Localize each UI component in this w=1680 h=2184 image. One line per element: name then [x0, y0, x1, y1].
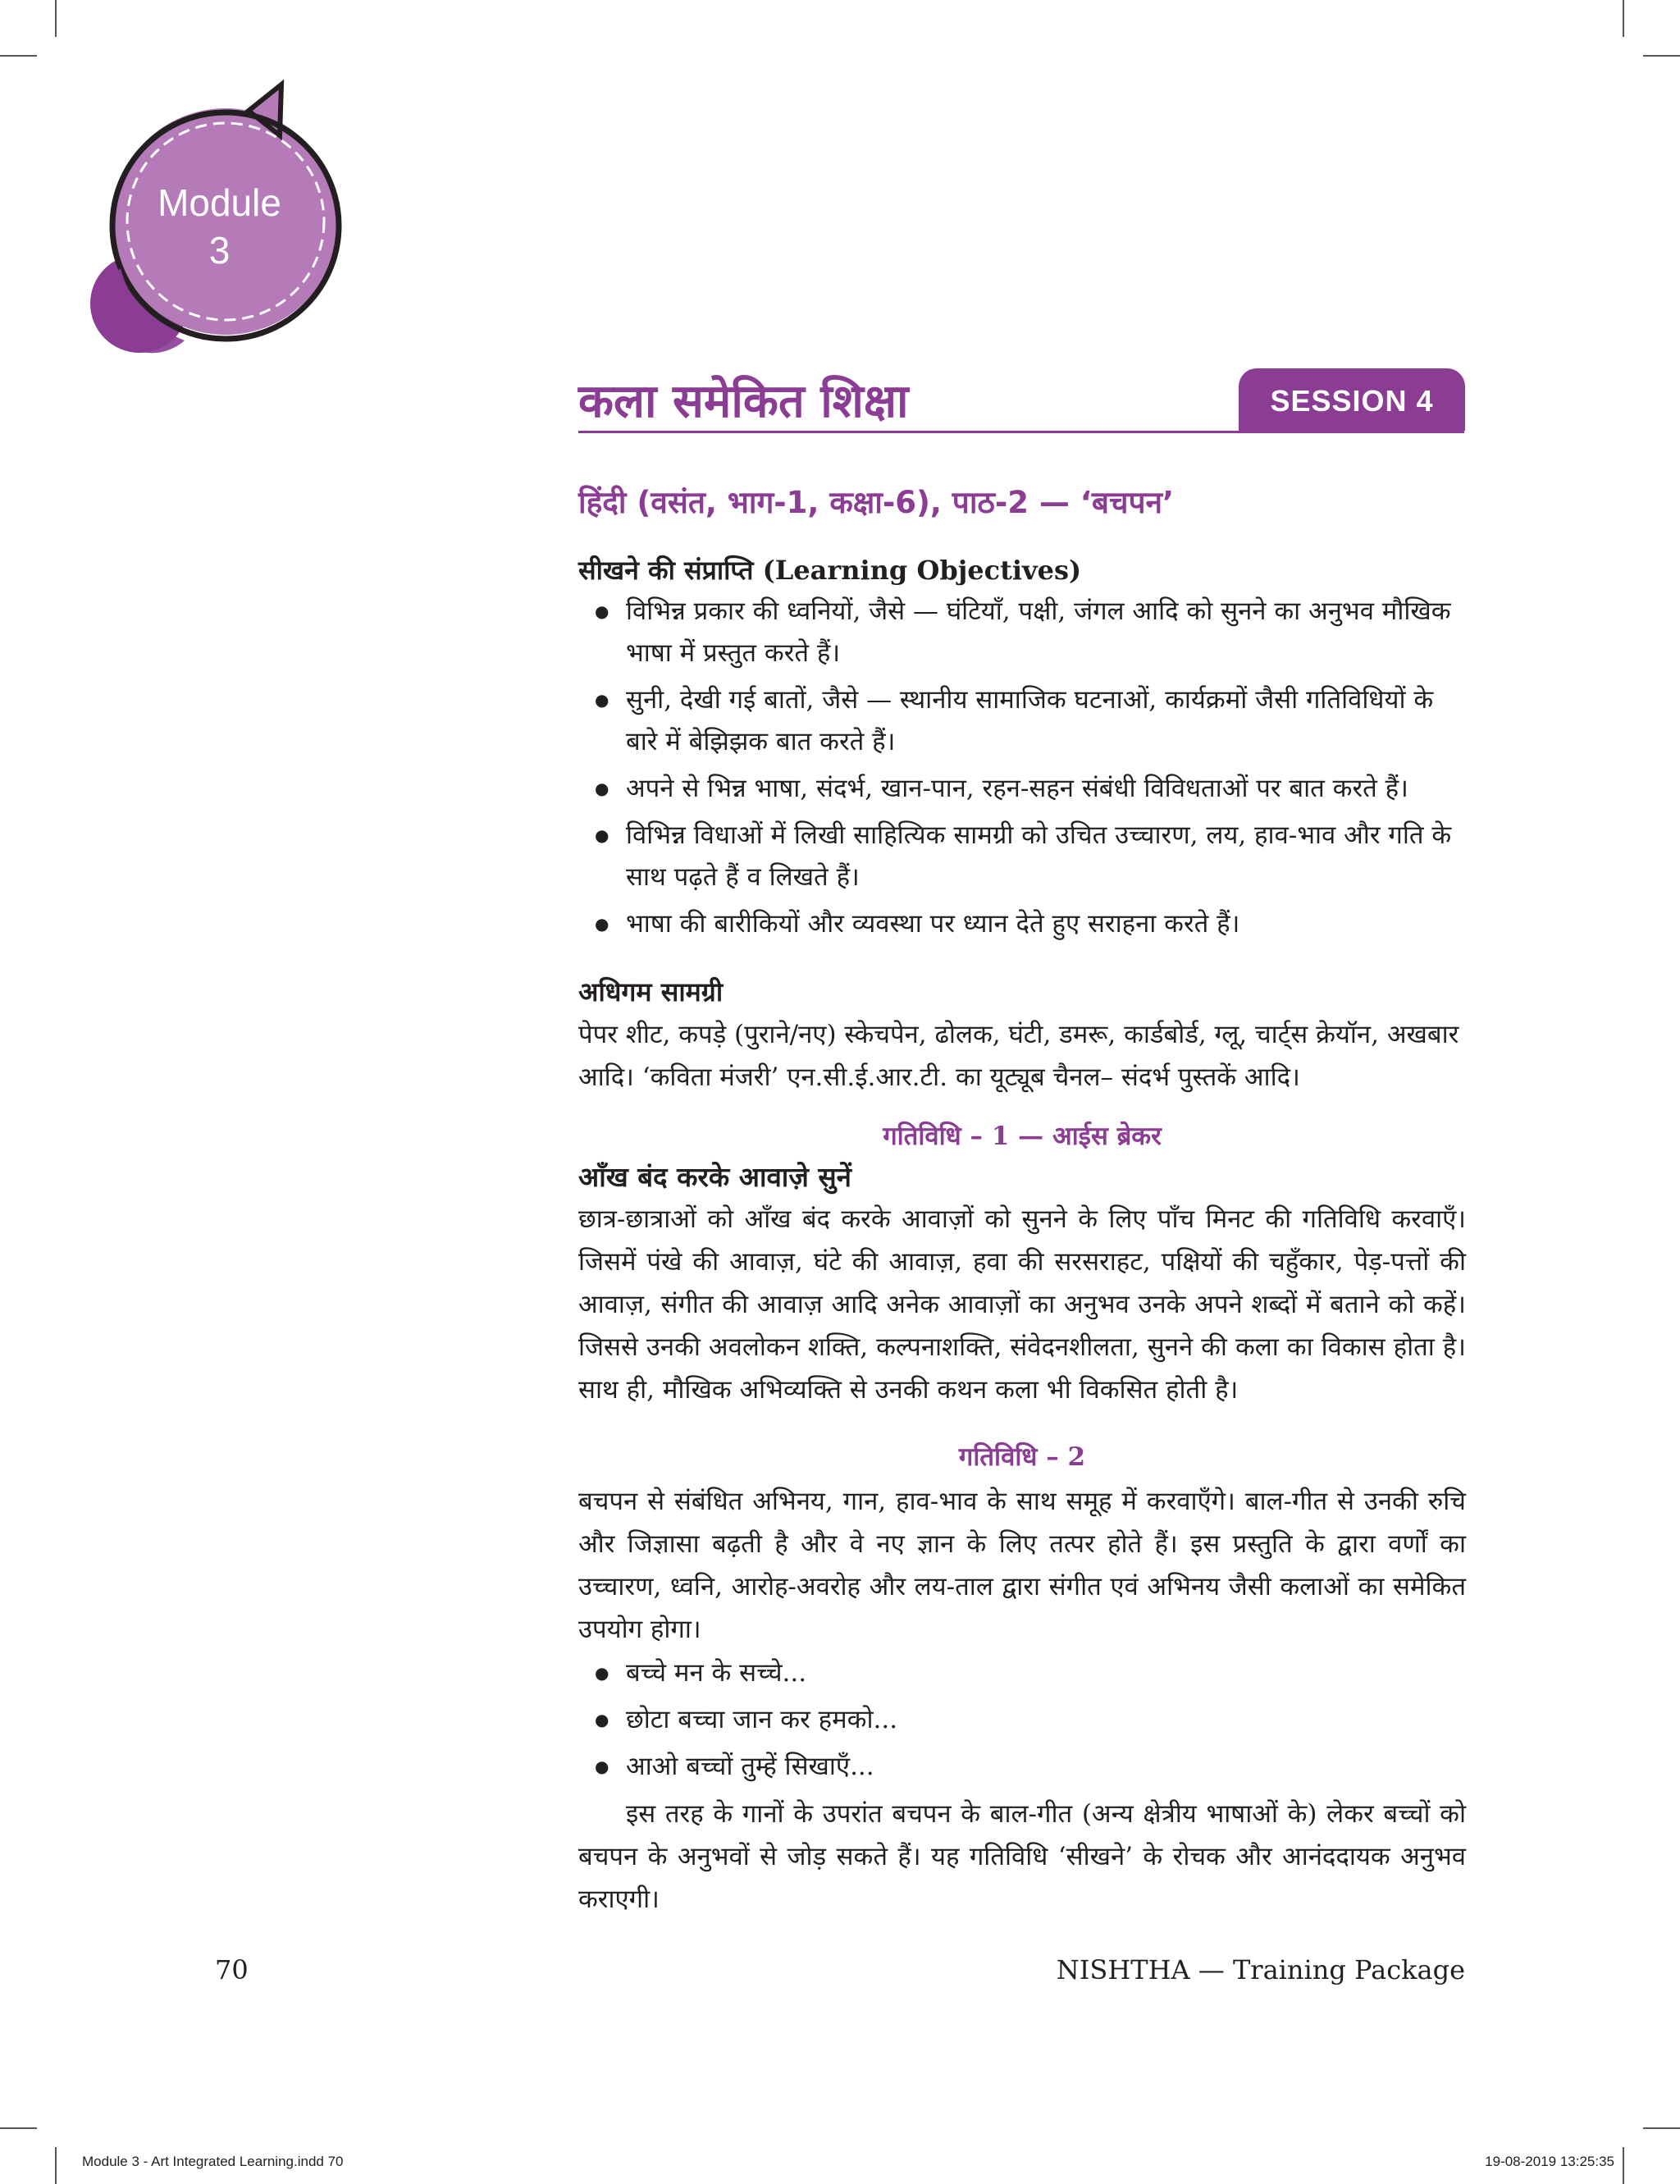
list-item: ● सुनी, देखी गई बातों, जैसे — स्थानीय सामाजिक घटनाओं, कार्यक्रमों जैसी गतिविधियों के बारे में बेझिझक बात करते हैं। [578, 679, 1466, 763]
title-rule [578, 431, 1464, 433]
objectives-heading: सीखने की संप्राप्ति (Learning Objectives) [578, 555, 1082, 586]
crop-mark [55, 0, 57, 37]
activity-1-subheading: आँख बंद करके आवाज़े सुनें [578, 1161, 851, 1193]
list-item: ● अपने से भिन्न भाषा, संदर्भ, खान-पान, रहन-सहन संबंधी विविधताओं पर बात करते हैं। [578, 768, 1466, 810]
activity-2-text: बचपन से संबंधित अभिनय, गान, हाव-भाव के साथ समूह में करवाएँगे। बाल-गीत से उनकी रुचि और जिज्ञासा बढ़ती है और वे नए ज्ञान के लिए तत्पर होते हैं। इस प्रस्तुति के द्वारा वर्णों का उच्चारण, ध्वनि, आरोह-अवरोह और लय-ताल द्वारा संगीत एवं अभिनय जैसी कलाओं का समेकित उपयोग होगा। [578, 1487, 1466, 1644]
running-title: NISHTHA — Training Package [1056, 1954, 1465, 1985]
materials-section [578, 971, 1466, 1099]
list-item: ● आओ बच्चों तुम्हें सिखाएँ... [578, 1746, 1466, 1788]
crop-mark [1643, 55, 1680, 57]
slug-file: Module 3 - Art Integrated Learning.indd 70 [82, 2154, 344, 2169]
crop-mark [1643, 2127, 1680, 2129]
module-label [123, 179, 316, 274]
crop-mark [0, 2127, 37, 2129]
slug-datetime: 19-08-2019 13:25:35 [1485, 2154, 1614, 2169]
materials-text: पेपर शीट, कपड़े (पुराने/नए) स्केचपेन, ढोलक, घंटी, डमरू, कार्डबोर्ड, ग्लू, चार्ट्स क्रेयॉन, अखबार आदि। ‘कविता मंजरी’ एन.सी.ई.आर.टी. का यूट्यूब चैनल– संदर्भ पुस्तकें आदि। [578, 1020, 1459, 1092]
crop-mark [0, 55, 37, 57]
activity-2-section [578, 1434, 1466, 1921]
objectives-section [578, 550, 1466, 950]
list-item: ● विभिन्न विधाओं में लिखी साहित्यिक सामग्री को उचित उच्चारण, लय, हाव-भाव और गति के साथ पढ़ते हैं व लिखते हैं। [578, 815, 1466, 898]
crop-mark [1623, 0, 1624, 37]
list-item: ● विभिन्न प्रकार की ध्वनियों, जैसे — घंटियाँ, पक्षी, जंगल आदि को सुनने का अनुभव मौखिक भाषा में प्रस्तुत करते हैं। [578, 591, 1466, 674]
crop-mark [1623, 2147, 1624, 2184]
session-tab: SESSION 4 [1239, 368, 1465, 431]
list-item: ● बच्चे मन के सच्चे... [578, 1652, 1466, 1694]
activity-1-text: छात्र-छात्राओं को आँख बंद करके आवाज़ों को सुनने के लिए पाँच मिनट की गतिविधि करवाएँ। जिसमें पंखे की आवाज़, घंटे की आवाज़, हवा की सरसराहट, पक्षियों की चहुँकार, पेड़-पत्तों की आवाज़, संगीत की आवाज़ आदि अनेक आवाज़ों का अनुभव उनके अपने शब्दों में बताने को कहें। जिससे उनकी अवलोकन शक्ति, कल्पनाशक्ति, संवेदनशीलता, सुनने की कला का विकास होता है। साथ ही, मौखिक अभिव्यक्ति से उनकी कथन कला भी विकसित होती है। [578, 1204, 1466, 1405]
activity-2-closing: इस तरह के गानों के उपरांत बचपन के बाल-गीत (अन्य क्षेत्रीय भाषाओं के) लेकर बच्चों को बचपन के अनुभवों से जोड़ सकते हैं। यह गतिविधि ‘सीखने’ के रोचक और आनंददायक अनुभव कराएगी। [578, 1799, 1466, 1914]
page-number: 70 [215, 1954, 249, 1985]
songs-list [578, 1652, 1466, 1788]
materials-heading: अधिगम सामग्री [578, 976, 724, 1007]
list-item: ● भाषा की बारीकियों और व्यवस्था पर ध्यान देते हुए सराहना करते हैं। [578, 903, 1466, 945]
activity-2-heading: गतिविधि – 2 [958, 1442, 1086, 1472]
objectives-list [578, 591, 1466, 945]
lesson-heading: हिंदी (वसंत, भाग-1, कक्षा-6), पाठ-2 — ‘बचपन’ [578, 485, 1175, 520]
module-word: Module [158, 181, 281, 224]
crop-mark [55, 2147, 57, 2184]
module-number: 3 [208, 229, 231, 272]
activity-1-section [578, 1116, 1466, 1411]
list-item: ● छोटा बच्चा जान कर हमको... [578, 1699, 1466, 1741]
activity-1-heading: गतिविधि – 1 — आईस ब्रेकर [883, 1122, 1162, 1151]
page-title: कला समेकित शिक्षा [578, 375, 909, 428]
